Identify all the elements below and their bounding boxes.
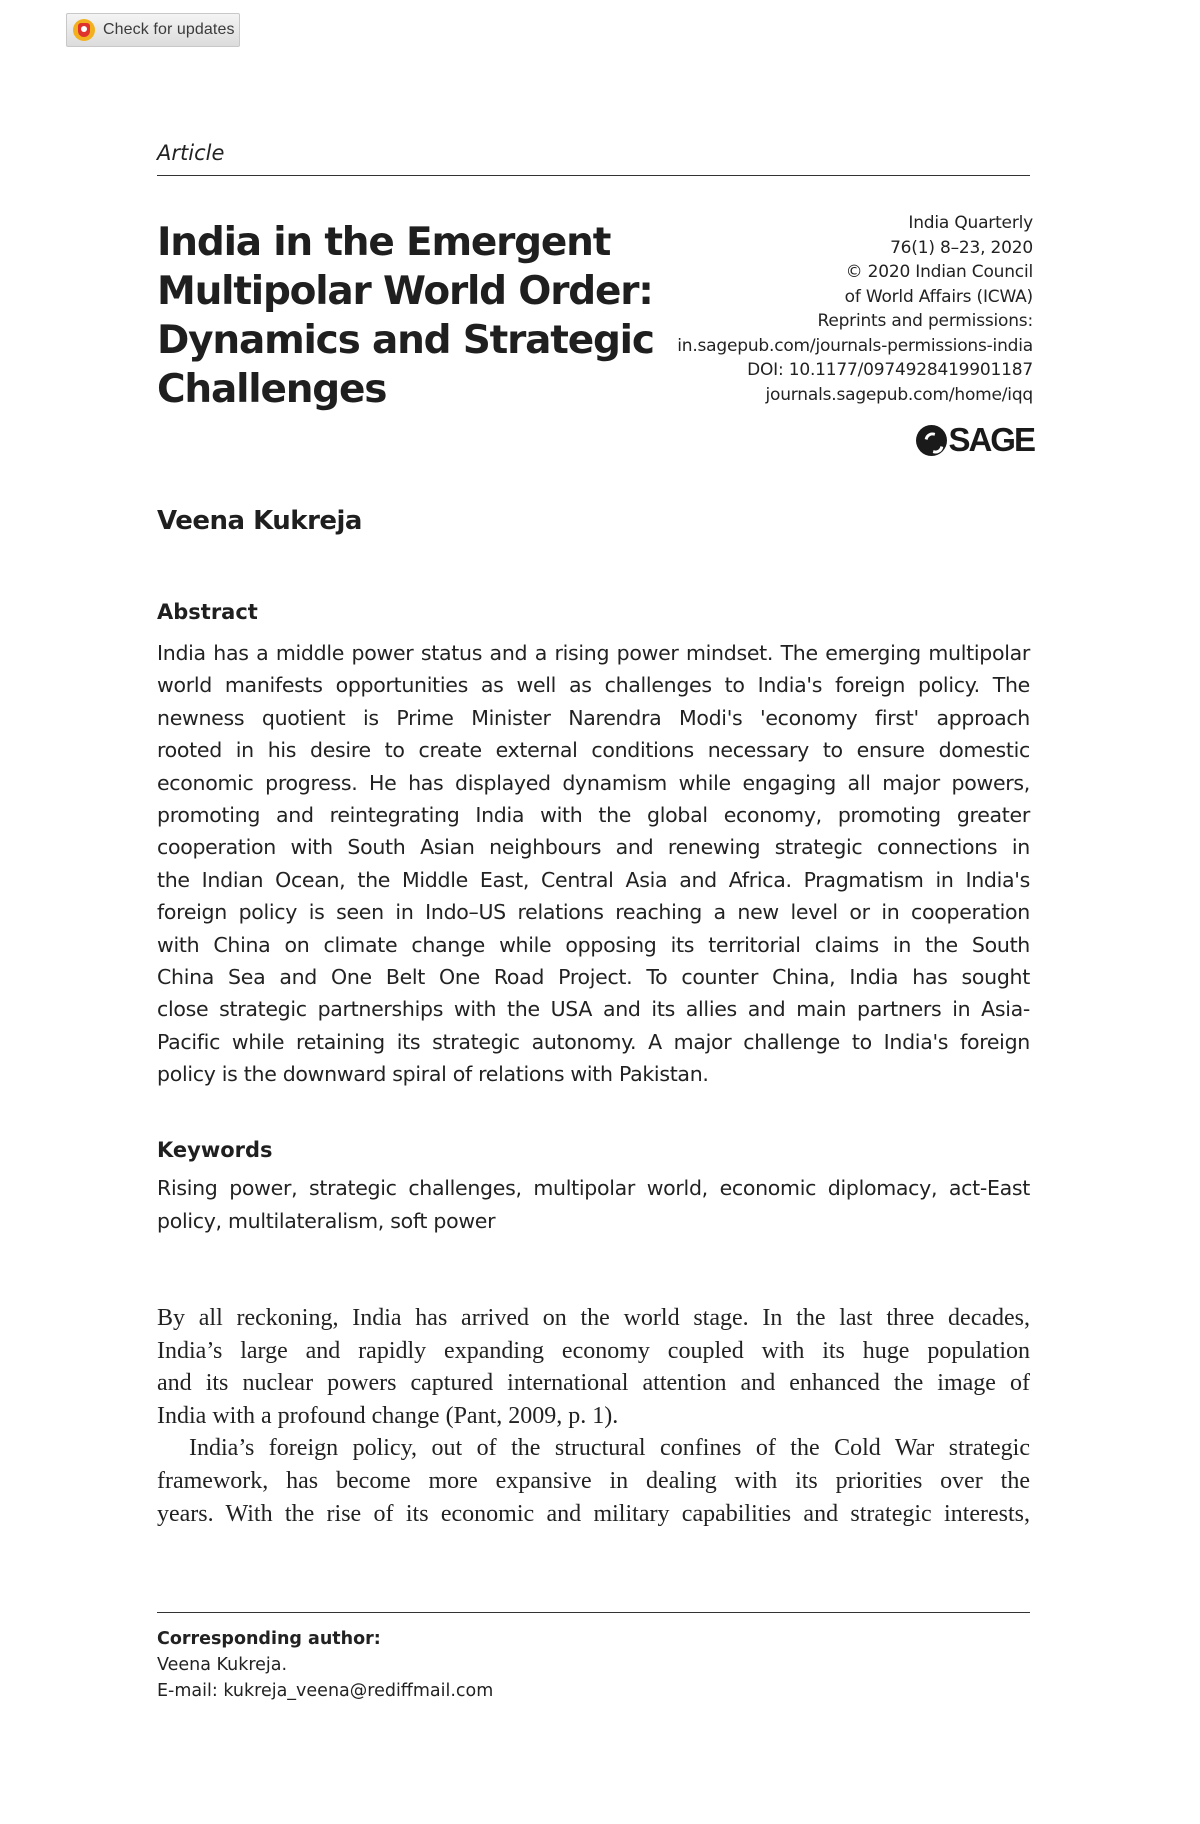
body-line: By all reckoning, India has arrived on the world stage. In the last three decades, — [157, 1305, 1030, 1331]
corresponding-author-name: Veena Kukreja. — [157, 1655, 288, 1675]
abstract-line: cooperation with South Asian neighbours and renewing strategic connections in — [157, 835, 1030, 860]
footnote-rule — [157, 1612, 1030, 1613]
corresponding-author-email[interactable]: E-mail: kukreja_veena@rediffmail.com — [157, 1681, 494, 1701]
journal-home-link[interactable]: journals.sagepub.com/home/iqq — [765, 384, 1033, 405]
abstract-line: with China on climate change while opposing its territorial claims in the South — [157, 932, 1030, 957]
abstract-line: foreign policy is seen in Indo–US relations reaching a new level or in cooperation — [157, 900, 1030, 925]
abstract-line: close strategic partnerships with the USA and its allies and main partners in Asia- — [157, 997, 1030, 1022]
title-line: Dynamics and Strategic — [157, 318, 654, 363]
journal-volume: 76(1) 8–23, 2020 — [890, 237, 1033, 258]
check-for-updates-button[interactable] — [66, 13, 240, 47]
abstract-heading: Abstract — [157, 600, 258, 624]
body-text — [157, 1302, 1030, 1530]
check-for-updates-label: Check for updates — [103, 21, 235, 38]
sage-logo-icon — [916, 425, 947, 456]
journal-permissions-link[interactable]: in.sagepub.com/journals-permissions-india — [677, 335, 1033, 356]
article-title — [157, 218, 677, 414]
corresponding-author-note — [157, 1626, 493, 1704]
article-type-label: Article — [157, 141, 225, 165]
header-rule — [157, 175, 1030, 176]
abstract-line: economic progress. He has displayed dynamism while engaging all major powers, — [157, 770, 1030, 795]
journal-info — [677, 211, 1033, 407]
journal-name: India Quarterly — [908, 213, 1033, 233]
crossmark-icon — [73, 19, 95, 41]
abstract-line: India has a middle power status and a rising power mindset. The emerging multipolar — [157, 641, 1030, 665]
journal-reprints-label: Reprints and permissions: — [817, 311, 1033, 331]
body-line: and its nuclear powers captured international attention and enhanced the image of — [157, 1370, 1030, 1397]
abstract-line: Pacific while retaining its strategic autonomy. A major challenge to India's foreign — [157, 1029, 1030, 1054]
abstract-line: the Indian Ocean, the Middle East, Central Asia and Africa. Pragmatism in India's — [157, 867, 1030, 892]
journal-copyright: © 2020 Indian Council — [845, 262, 1033, 282]
body-line: years. With the rise of its economic and military capabilities and strategic interests, — [157, 1500, 1030, 1527]
abstract-line: China Sea and One Belt One Road Project. To counter China, India has sought — [157, 965, 1030, 990]
sage-logo — [916, 422, 1034, 458]
body-line: India’s large and rapidly expanding economy coupled with its huge population — [157, 1337, 1030, 1364]
body-line: India’s foreign policy, out of the structural confines of the Cold War strategic — [189, 1435, 1030, 1462]
sage-logo-text: SAGE — [948, 421, 1034, 458]
abstract-line: rooted in his desire to create external conditions necessary to ensure domestic — [157, 738, 1030, 763]
author-name: Veena Kukreja — [157, 506, 362, 536]
abstract-line: world manifests opportunities as well as challenges to India's foreign policy. The — [157, 673, 1030, 698]
abstract-line: policy is the downward spiral of relations with Pakistan. — [157, 1062, 709, 1087]
keywords-line: Rising power, strategic challenges, multipolar world, economic diplomacy, act-East — [157, 1176, 1030, 1200]
keywords-text — [157, 1172, 1030, 1238]
title-line: Multipolar World Order: — [157, 269, 653, 314]
corresponding-author-heading: Corresponding author: — [157, 1629, 381, 1649]
body-line: India with a profound change (Pant, 2009, p. 1). — [157, 1402, 619, 1429]
abstract-line: newness quotient is Prime Minister Narendra Modi's 'economy first' approach — [157, 705, 1030, 730]
journal-doi[interactable]: DOI: 10.1177/0974928419901187 — [747, 360, 1033, 380]
title-line: India in the Emergent — [157, 220, 611, 265]
body-line: framework, has become more expansive in dealing with its priorities over the — [157, 1467, 1030, 1494]
keywords-line: policy, multilateralism, soft power — [157, 1209, 496, 1233]
journal-copyright-holder: of World Affairs (ICWA) — [844, 286, 1033, 307]
abstract-line: promoting and reintegrating India with the global economy, promoting greater — [157, 803, 1030, 828]
keywords-heading: Keywords — [157, 1138, 273, 1162]
title-line: Challenges — [157, 367, 387, 412]
abstract-text — [157, 637, 1030, 1091]
